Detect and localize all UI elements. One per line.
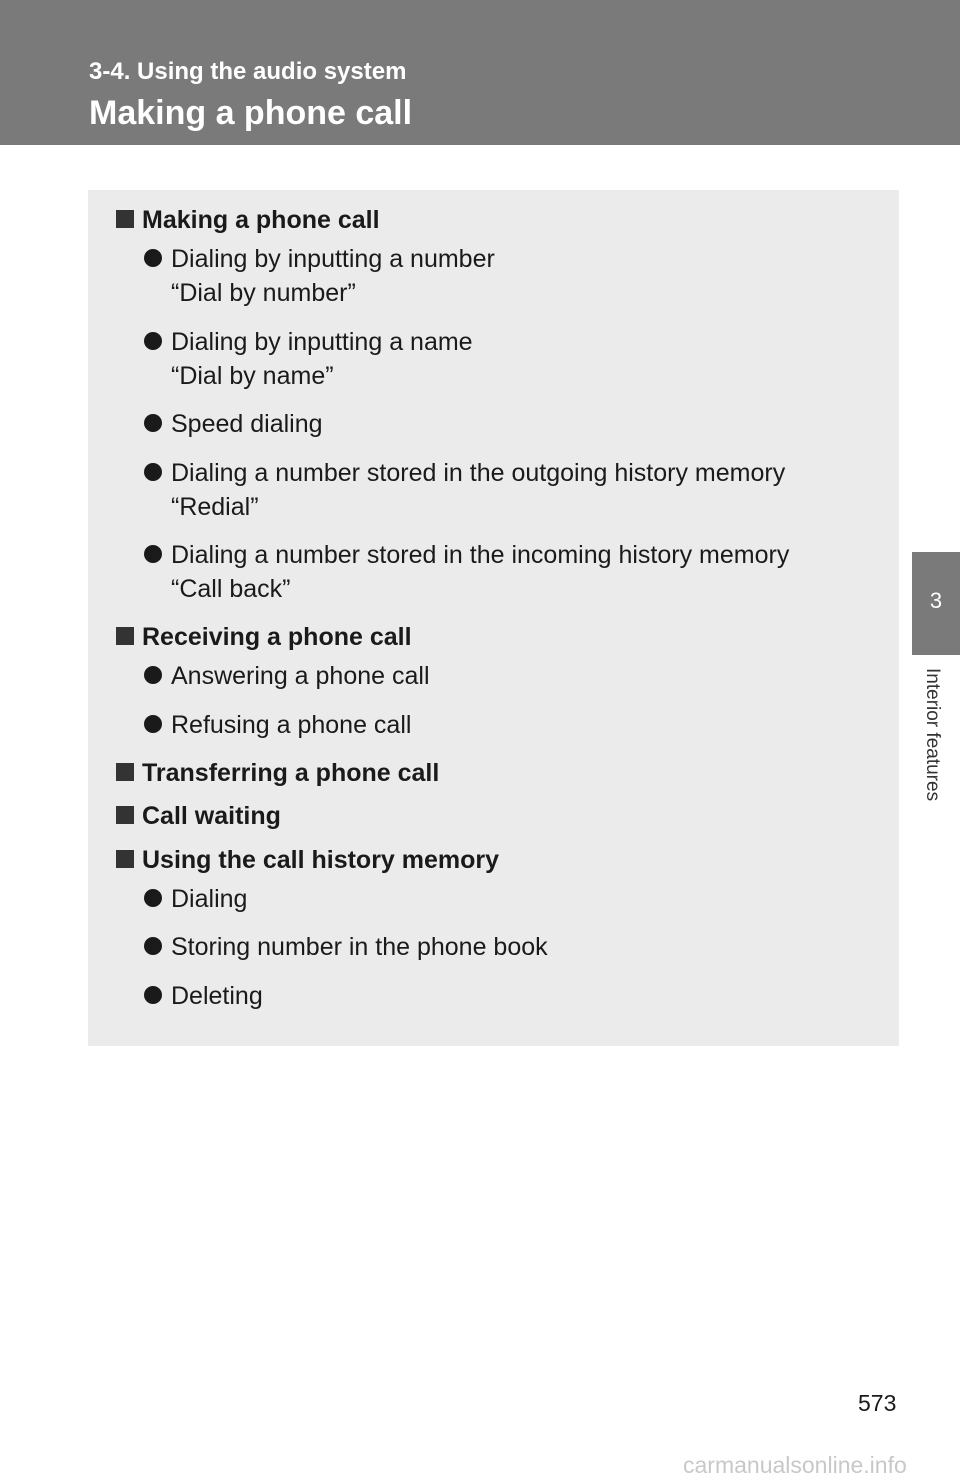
heading-receiving-a-phone-call — [116, 625, 412, 650]
square-bullet-icon — [116, 806, 134, 824]
watermark: carmanualsonline.info — [683, 1452, 907, 1478]
list-item-label: Refusing a phone call — [171, 711, 412, 739]
bullet-dot-icon — [144, 463, 162, 481]
list-item — [144, 713, 411, 738]
chapter-label: Interior features — [922, 668, 943, 802]
list-item-note: “Dial by name” — [171, 362, 334, 390]
list-item — [144, 247, 495, 272]
list-item-label: Deleting — [171, 982, 263, 1010]
list-item-label: Storing number in the phone book — [171, 933, 548, 961]
list-item-label: Dialing by inputting a number — [171, 245, 495, 273]
list-item — [144, 412, 323, 437]
list-item — [144, 330, 473, 355]
heading-text: Receiving a phone call — [142, 623, 412, 651]
list-item — [144, 461, 785, 486]
bullet-dot-icon — [144, 715, 162, 733]
list-item-label: Dialing a number stored in the outgoing history memory — [171, 459, 786, 487]
heading-call-waiting — [116, 804, 281, 829]
bullet-dot-icon — [144, 332, 162, 350]
page-header — [0, 0, 960, 145]
heading-making-a-phone-call — [116, 208, 380, 233]
list-item-label: Dialing — [171, 885, 248, 913]
list-item — [144, 984, 263, 1009]
list-item — [144, 664, 430, 689]
bullet-dot-icon — [144, 666, 162, 684]
list-item-label: Dialing a number stored in the incoming history memory — [171, 541, 790, 569]
heading-text: Making a phone call — [142, 206, 380, 234]
list-item-label: Dialing by inputting a name — [171, 328, 473, 356]
page-title: Making a phone call — [89, 94, 413, 132]
square-bullet-icon — [116, 627, 134, 645]
list-item-note: “Dial by number” — [171, 279, 356, 307]
bullet-dot-icon — [144, 889, 162, 907]
list-item — [144, 543, 789, 568]
contents-summary-box — [88, 190, 899, 1046]
list-item-label: Speed dialing — [171, 410, 323, 438]
heading-text: Using the call history memory — [142, 846, 500, 874]
chapter-number: 3 — [929, 588, 943, 613]
square-bullet-icon — [116, 850, 134, 868]
heading-text: Call waiting — [142, 802, 281, 830]
list-item — [144, 935, 548, 960]
list-item-note: “Redial” — [171, 493, 259, 521]
section-label: 3-4. Using the audio system — [89, 58, 407, 85]
square-bullet-icon — [116, 210, 134, 228]
list-item — [144, 887, 247, 912]
list-item-note: “Call back” — [171, 575, 291, 603]
bullet-dot-icon — [144, 545, 162, 563]
heading-transferring-a-phone-call — [116, 761, 439, 786]
list-item-label: Answering a phone call — [171, 662, 430, 690]
bullet-dot-icon — [144, 986, 162, 1004]
bullet-dot-icon — [144, 414, 162, 432]
heading-text: Transferring a phone call — [142, 759, 440, 787]
bullet-dot-icon — [144, 937, 162, 955]
bullet-dot-icon — [144, 249, 162, 267]
heading-using-call-history-memory — [116, 848, 499, 873]
page-number: 573 — [858, 1390, 897, 1416]
square-bullet-icon — [116, 763, 134, 781]
chapter-tab — [912, 552, 960, 655]
